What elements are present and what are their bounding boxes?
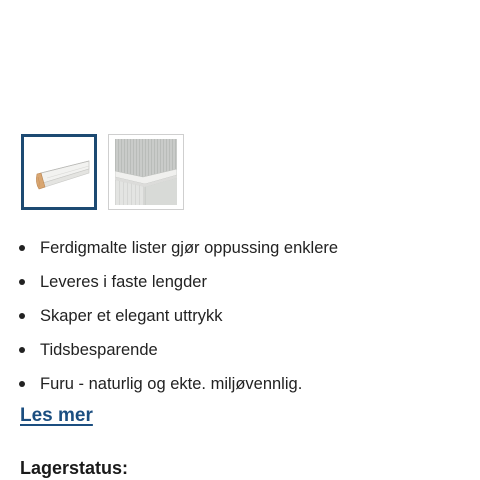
moulding-profile-image: [27, 147, 91, 197]
ceiling-corner-image: [115, 139, 177, 205]
feature-list-item: Ferdigmalte lister gjør oppussing enklere: [18, 234, 338, 268]
feature-list-item: Tidsbesparende: [18, 336, 338, 370]
feature-list-item: Leveres i faste lengder: [18, 268, 338, 302]
feature-list-item: Furu - naturlig og ekte. miljøvennlig.: [18, 370, 338, 404]
feature-list-item: Skaper et elegant uttrykk: [18, 302, 338, 336]
thumbnail-moulding-profile[interactable]: [21, 134, 97, 210]
image-gallery-thumbnails: [21, 134, 184, 210]
stock-status-label: Lagerstatus:: [20, 458, 129, 478]
feature-list: [18, 234, 338, 404]
thumbnail-ceiling-corner[interactable]: [108, 134, 184, 210]
read-more-link[interactable]: Les mer: [20, 405, 93, 426]
